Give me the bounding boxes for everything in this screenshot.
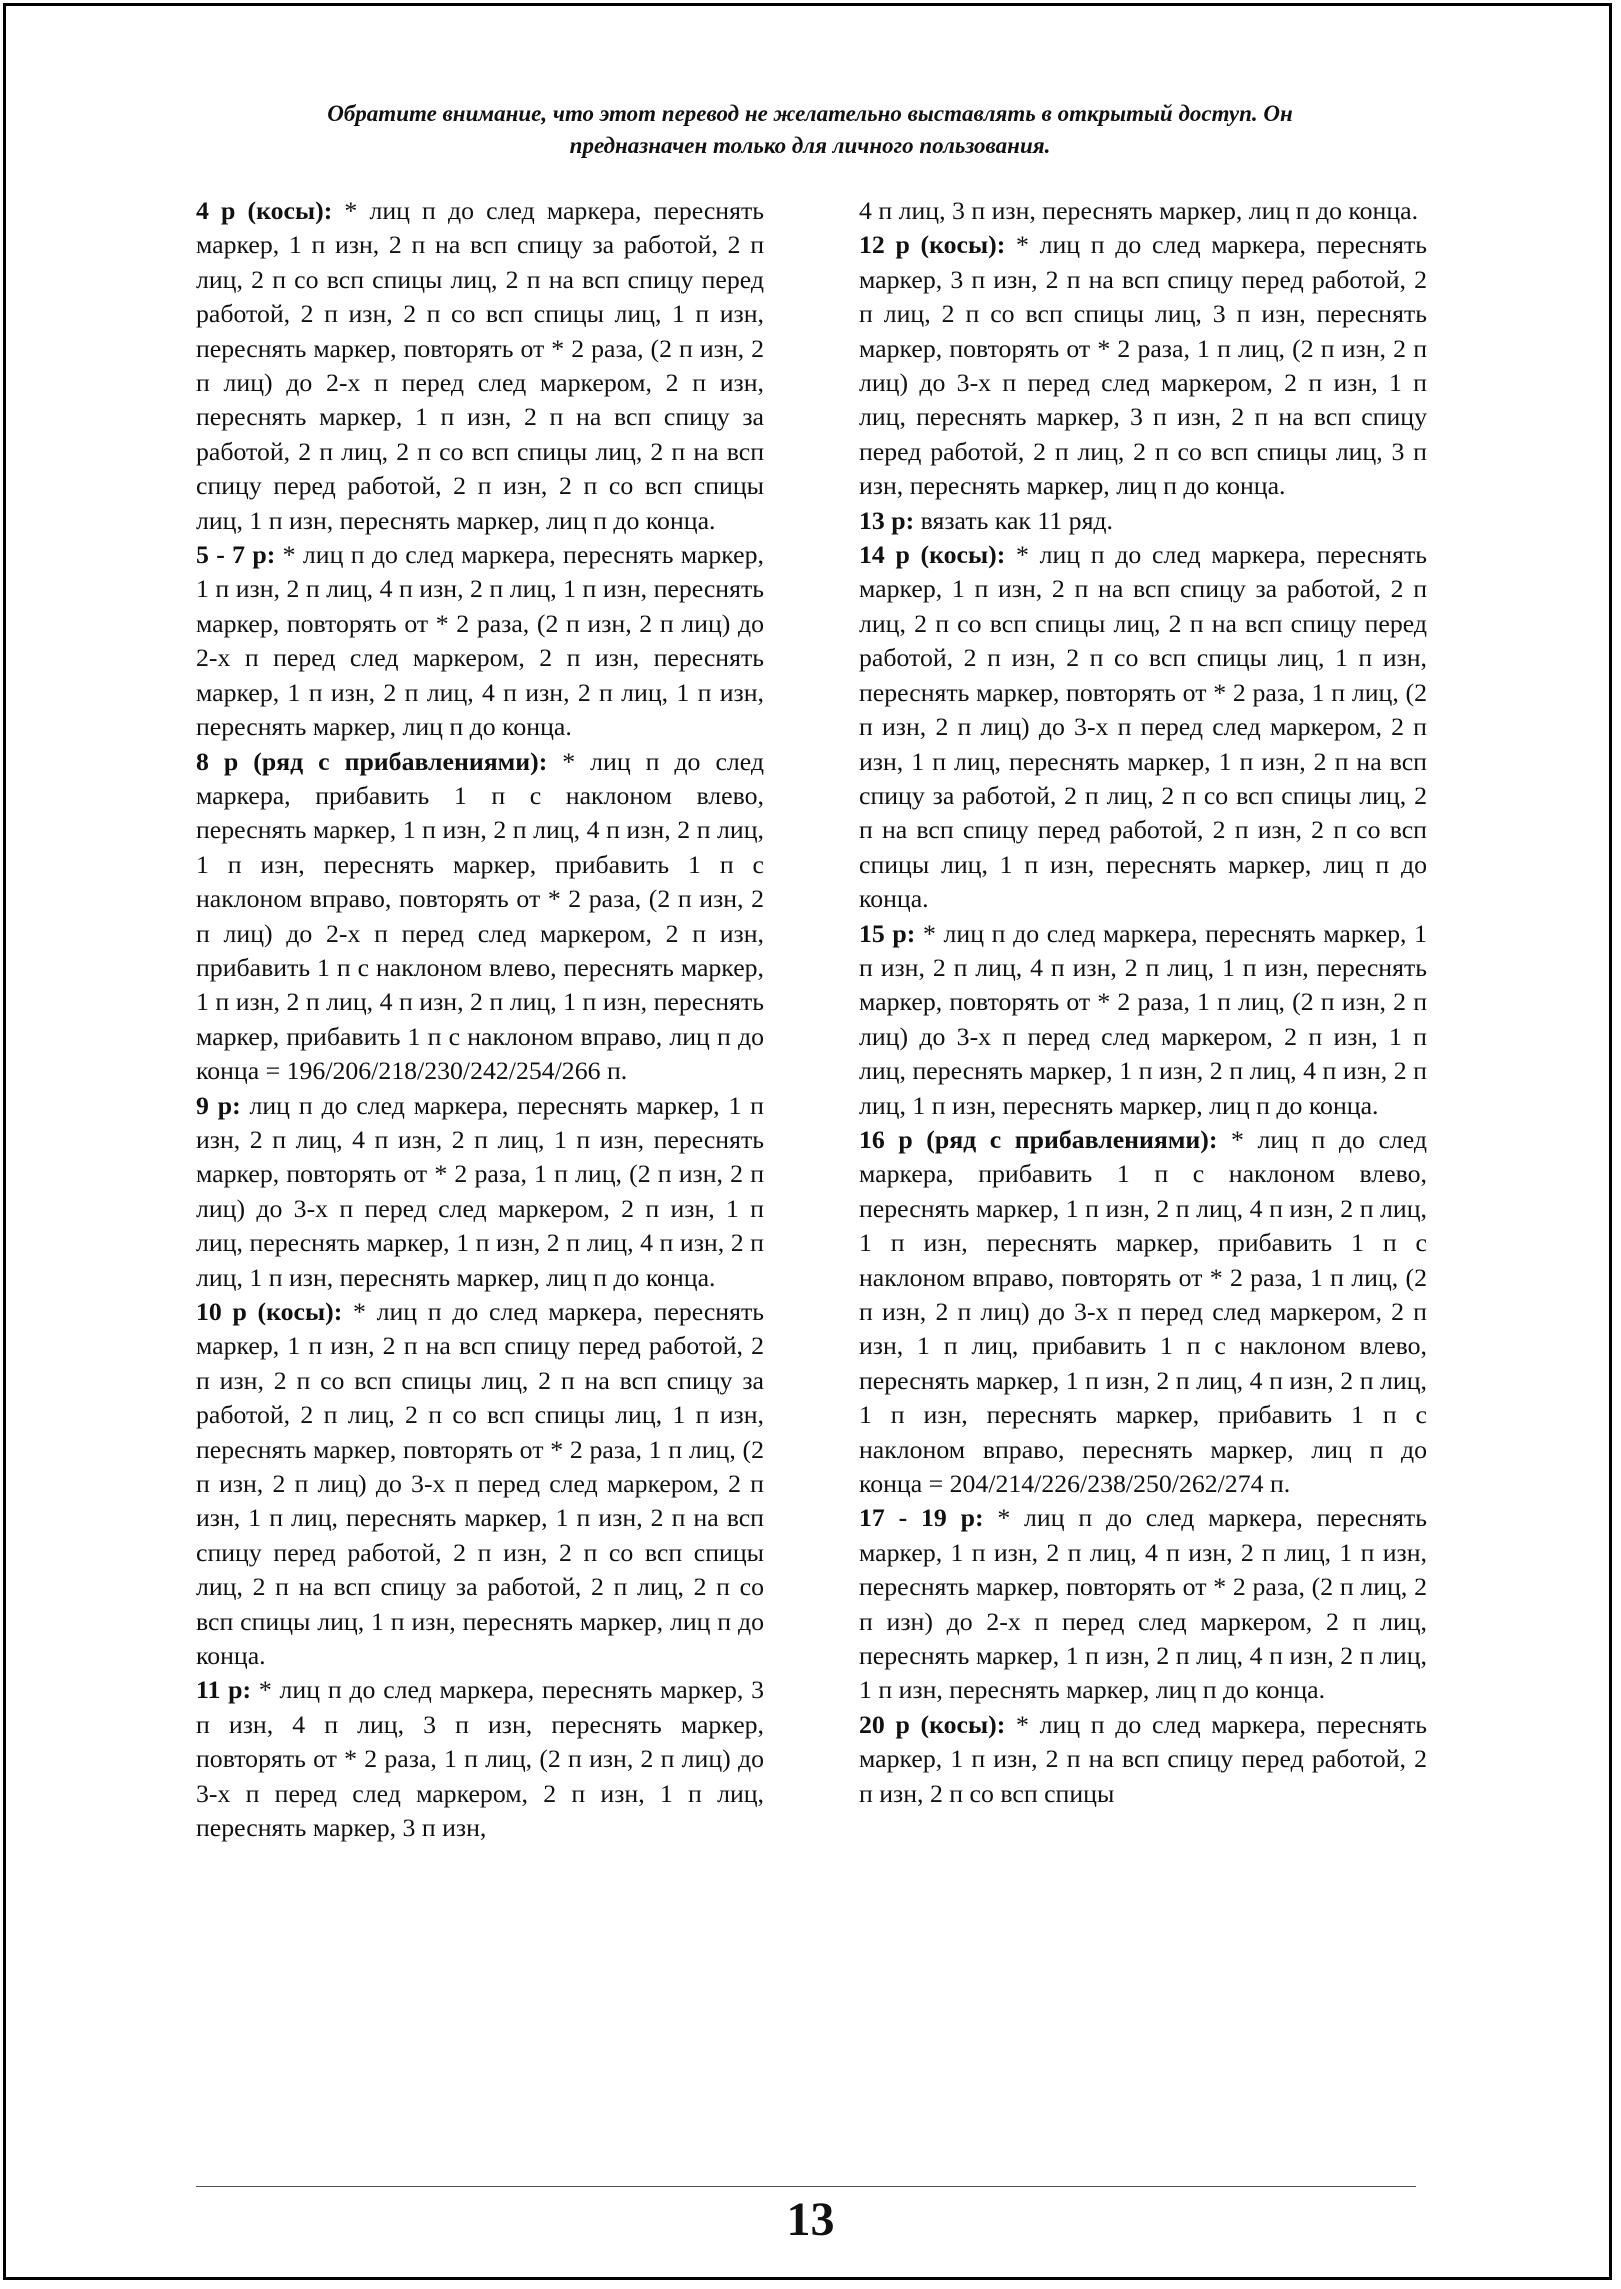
row-label: 15 р:	[859, 918, 916, 948]
footer-divider	[196, 2186, 1416, 2187]
row-label: 17 - 19 р:	[859, 1503, 984, 1533]
row-label: 12 р (косы):	[859, 230, 1006, 260]
row-text: вязать как 11 ряд.	[914, 505, 1114, 535]
right-column	[859, 194, 1427, 1811]
row-instruction	[196, 745, 764, 1089]
row-instruction	[859, 917, 1427, 1123]
row-text: * лиц п до след маркера, переснять маркер, 1 п изн, 2 п на всп спицу перед работой, 2 п изн, 2 п со всп спицы лиц, 2 п на всп спицу за работой, 2 п лиц, 2 п со всп спицы лиц, 1 п изн, переснять маркер, повторять от * 2 раза, 1 п лиц, (2 п изн, 2 п лиц) до 3-х п перед след маркером, 2 п изн, 1 п лиц, переснять маркер, 1 п изн, 2 п на всп спицу перед работой, 2 п изн, 2 п со всп спицы лиц, 2 п на всп спицу за работой, 2 п лиц, 2 п со всп спицы лиц, 1 п изн, переснять маркер, лиц п до конца.	[196, 1297, 764, 1671]
row-instruction	[859, 1501, 1427, 1707]
row-instruction	[859, 1708, 1427, 1811]
row-label: 8 р (ряд с прибавлениями):	[196, 746, 548, 776]
row-text: * лиц п до след маркера, прибавить 1 п с наклоном влево, переснять маркер, 1 п изн, 2 п лиц, 4 п изн, 2 п лиц, 1 п изн, переснять маркер, прибавить 1 п с наклоном вправо, повторять от * 2 раза, 1 п лиц, (2 п изн, 2 п лиц) до 3-х п перед след маркером, 2 п изн, 1 п лиц, прибавить 1 п с наклоном влево, переснять маркер, 1 п изн, 2 п лиц, 4 п изн, 2 п лиц, 1 п изн, переснять маркер, прибавить 1 п с наклоном вправо, переснять маркер, лиц п до конца = 204/214/226/238/250/262/274 п.	[859, 1124, 1427, 1499]
row-instruction	[859, 504, 1427, 538]
row-instruction	[859, 228, 1427, 503]
row-text: * лиц п до след маркера, переснять маркер, 1 п изн, 2 п лиц, 4 п изн, 2 п лиц, 1 п изн, переснять маркер, повторять от * 2 раза, 1 п лиц, (2 п изн, 2 п лиц) до 3-х п перед след маркером, 2 п изн, 1 п лиц, переснять маркер, 1 п изн, 2 п лиц, 4 п изн, 2 п лиц, 1 п изн, переснять маркер, лиц п до конца.	[859, 918, 1427, 1120]
row-label: 13 р:	[859, 505, 915, 535]
row-instruction-continued	[859, 194, 1427, 228]
row-label: 14 р (косы):	[859, 540, 1006, 570]
row-instruction	[196, 194, 764, 538]
row-instruction	[196, 538, 764, 744]
row-text: * лиц п до след маркера, переснять маркер, 1 п изн, 2 п на всп спицу за работой, 2 п лиц, 2 п со всп спицы лиц, 2 п на всп спицу перед работой, 2 п изн, 2 п со всп спицы лиц, 1 п изн, переснять маркер, повторять от * 2 раза, 1 п лиц, (2 п изн, 2 п лиц) до 3-х п перед след маркером, 2 п изн, 1 п лиц, переснять маркер, 1 п изн, 2 п на всп спицу за работой, 2 п лиц, 2 п со всп спицы лиц, 2 п на всп спицу перед работой, 2 п изн, 2 п со всп спицы лиц, 1 п изн, переснять маркер, лиц п до конца.	[859, 540, 1427, 914]
row-label: 20 р (косы):	[859, 1709, 1006, 1739]
translation-notice	[160, 98, 1460, 162]
row-label: 16 р (ряд с прибавлениями):	[859, 1124, 1218, 1154]
row-instruction	[196, 1089, 764, 1295]
row-label: 9 р:	[196, 1090, 241, 1120]
row-instruction	[196, 1673, 764, 1845]
row-text: лиц п до след маркера, переснять маркер, 1 п изн, 2 п лиц, 4 п изн, 2 п лиц, 1 п изн, переснять маркер, повторять от * 2 раза, 1 п лиц, (2 п изн, 2 п лиц) до 3-х п перед след маркером, 2 п изн, 1 п лиц, переснять маркер, 1 п изн, 2 п лиц, 4 п изн, 2 п лиц, 1 п изн, переснять маркер, лиц п до конца.	[196, 1090, 764, 1292]
row-text: * лиц п до след маркера, прибавить 1 п с наклоном влево, переснять маркер, 1 п изн, 2 п лиц, 4 п изн, 2 п лиц, 1 п изн, переснять маркер, прибавить 1 п с наклоном вправо, повторять от * 2 раза, (2 п изн, 2 п лиц) до 2-х п перед след маркером, 2 п изн, прибавить 1 п с наклоном влево, переснять маркер, 1 п изн, 2 п лиц, 4 п изн, 2 п лиц, 1 п изн, переснять маркер, прибавить 1 п с наклоном вправо, лиц п до конца = 196/206/218/230/242/254/266 п.	[196, 746, 764, 1086]
row-text: * лиц п до след маркера, переснять маркер, 3 п изн, 4 п лиц, 3 п изн, переснять маркер, повторять от * 2 раза, 1 п лиц, (2 п изн, 2 п лиц) до 3-х п перед след маркером, 2 п изн, 1 п лиц, переснять маркер, 3 п изн,	[196, 1675, 764, 1843]
row-text: * лиц п до след маркера, переснять маркер, 1 п изн, 2 п лиц, 4 п изн, 2 п лиц, 1 п изн, переснять маркер, повторять от * 2 раза, (2 п лиц, 2 п изн) до 2-х п перед след маркером, 2 п лиц, переснять маркер, 1 п изн, 2 п лиц, 4 п изн, 2 п лиц, 1 п изн, переснять маркер, лиц п до конца.	[859, 1503, 1427, 1705]
row-text: * лиц п до след маркера, переснять маркер, 3 п изн, 2 п на всп спицу перед работой, 2 п лиц, 2 п со всп спицы лиц, 3 п изн, переснять маркер, повторять от * 2 раза, 1 п лиц, (2 п изн, 2 п лиц) до 3-х п перед след маркером, 2 п изн, 1 п лиц, переснять маркер, 3 п изн, 2 п на всп спицу перед работой, 2 п лиц, 2 п со всп спицы лиц, 3 п изн, переснять маркер, лиц п до конца.	[859, 230, 1427, 501]
left-column	[196, 194, 764, 1846]
notice-line-2: предназначен только для личного пользования.	[569, 133, 1051, 158]
row-label: 11 р:	[196, 1675, 252, 1705]
row-instruction	[859, 1123, 1427, 1501]
row-instruction	[196, 1295, 764, 1673]
row-text: 4 п лиц, 3 п изн, переснять маркер, лиц п до конца.	[859, 196, 1419, 225]
row-text: * лиц п до след маркера, переснять маркер, 1 п изн, 2 п на всп спицу перед работой, 2 п изн, 2 п со всп спицы	[859, 1709, 1427, 1808]
page-number: 13	[786, 2193, 835, 2246]
row-label: 4 р (косы):	[196, 196, 333, 225]
row-label: 10 р (косы):	[196, 1297, 343, 1326]
row-text: * лиц п до след маркера, переснять маркер, 1 п изн, 2 п лиц, 4 п изн, 2 п лиц, 1 п изн, переснять маркер, повторять от * 2 раза, (2 п изн, 2 п лиц) до 2-х п перед след маркером, 2 п изн, переснять маркер, 1 п изн, 2 п лиц, 4 п изн, 2 п лиц, 1 п изн, переснять маркер, лиц п до конца.	[196, 540, 764, 742]
row-instruction	[859, 538, 1427, 916]
notice-line-1: Обратите внимание, что этот перевод не желательно выставлять в открытый доступ. Он	[327, 101, 1293, 126]
row-label: 5 - 7 р:	[196, 540, 276, 570]
row-text: * лиц п до след маркера, переснять маркер, 1 п изн, 2 п на всп спицу за работой, 2 п лиц, 2 п со всп спицы лиц, 2 п на всп спицу перед работой, 2 п изн, 2 п со всп спицы лиц, 1 п изн, переснять маркер, повторять от * 2 раза, (2 п изн, 2 п лиц) до 2-х п перед след маркером, 2 п изн, переснять маркер, 1 п изн, 2 п на всп спицу за работой, 2 п лиц, 2 п со всп спицы лиц, 2 п на всп спицу перед работой, 2 п изн, 2 п со всп спицы лиц, 1 п изн, переснять маркер, лиц п до конца.	[196, 196, 764, 535]
